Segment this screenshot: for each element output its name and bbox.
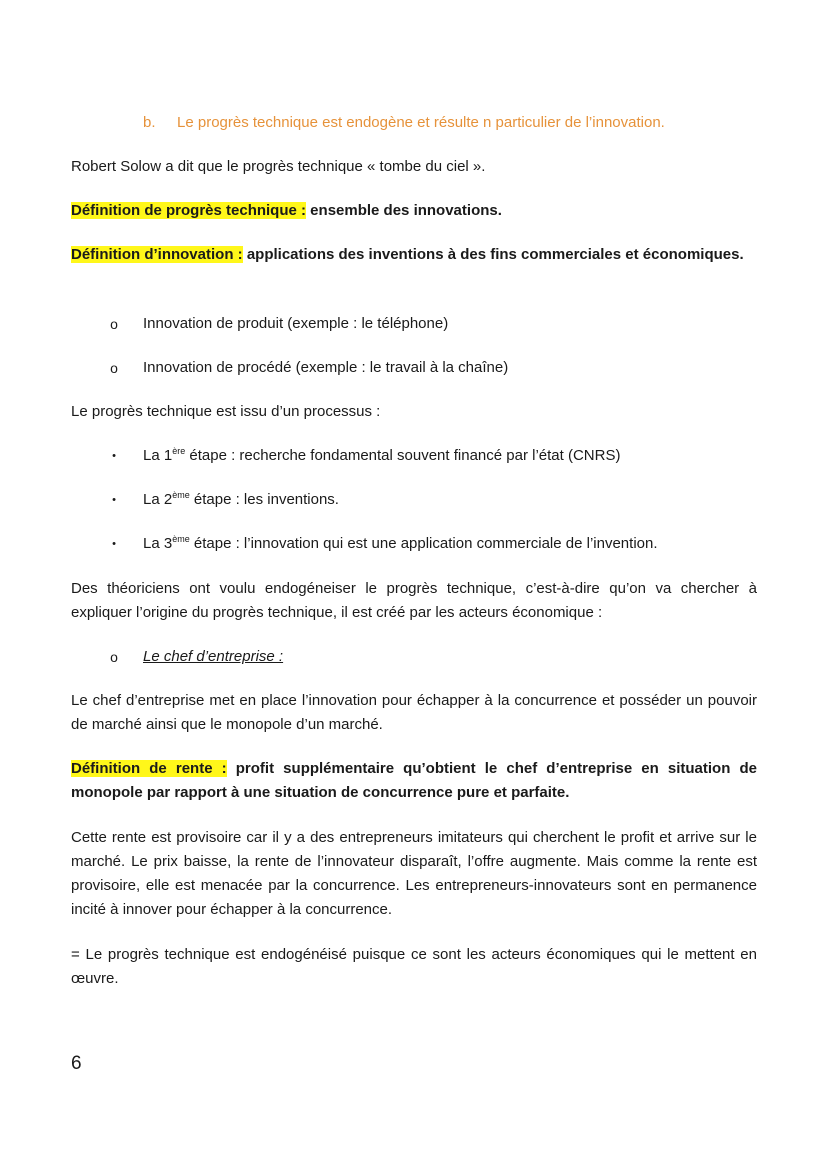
definition-progres (71, 199, 757, 223)
bullet-icon: • (112, 494, 116, 506)
theorists-paragraph: Des théoriciens ont voulu endogéneiser le progrès technique, c’est-à-dire qu’on va chercher à expliquer l’origine du progrès technique, il est créé par les acteurs économique : (71, 580, 757, 621)
circle-bullet-icon: o (110, 360, 118, 376)
section-heading (143, 111, 665, 135)
bullet-icon: • (112, 538, 116, 550)
circle-bullet-icon: o (110, 649, 118, 665)
circle-bullet-icon: o (110, 316, 118, 332)
definition-text: applications des inventions à des fins commerciales et économiques. (242, 246, 744, 263)
section-letter: b. (143, 114, 156, 131)
intro-paragraph: Robert Solow a dit que le progrès technique « tombe du ciel ». (71, 158, 486, 175)
conclusion-paragraph: = Le progrès technique est endogénéisé puisque ce sont les acteurs économiques qui le mettent en œuvre. (71, 946, 757, 987)
definition-term: Définition d’innovation : (71, 246, 243, 263)
section-title: Le progrès technique est endogène et résulte n particulier de l’innovation. (177, 114, 665, 131)
rente-paragraph: Cette rente est provisoire car il y a des entrepreneurs imitateurs qui cherchent le profit et arrive sur le marché. Le prix baisse, la rente de l’innovateur disparaît, l’offre augmente. Mais comme la rente est provisoire, elle est menacée par la concurrence. Les entrepreneurs-innovateurs sont en permanence incité à innover pour échapper à la concurrence. (71, 829, 757, 918)
bullet-icon: • (112, 450, 116, 462)
process-intro: Le progrès technique est issu d’un processus : (71, 403, 381, 420)
chef-paragraph: Le chef d’entreprise met en place l’innovation pour échapper à la concurrence et posséder un pouvoir de marché ainsi que le monopole d’un marché. (71, 692, 757, 733)
definition-innovation (71, 243, 757, 267)
definition-rente (71, 757, 757, 805)
page-number: 6 (71, 1053, 82, 1074)
definition-text: ensemble des innovations. (306, 202, 502, 219)
chef-heading: Le chef d’entreprise : (143, 648, 284, 665)
definition-term: Définition de progrès technique : (71, 202, 307, 219)
document-page: b. Le progrès technique est endogène et résulte n particulier de l’innovation. Robert Solow a dit que le progrès technique « tombe du ciel ». Définition de progrès technique : ensemble des innovations. Définition d’innovation : applications des inventions à des fins commerciales et économiques. o Innovation de produit (exemple : le téléphone) o Innovation de procédé (exemple : le travail à la chaîne) Le progrès technique est issu d’un processus : • La 1ère étape : recherche fondamental souvent financé par l’état (CNRS) • La 2ème étape : les inventions. • La 3ème étape : l’innovation qui est une application commerciale de l’invention. Des théoriciens ont voulu endogéneiser le progrès technique, c’est-à-dire qu’on va chercher à expliquer l’origine du progrès technique, il est créé par les acteurs économique : o Le chef d’entreprise : Le chef d’entreprise met en place l’innovation pour échapper à la concurrence et posséder un pouvoir de marché ainsi que le monopole d’un marché. Définition de rente : profit supplémentaire qu’obtient le chef d’entreprise en situation de monopole par rapport à une situation de concurrence pure et parfaite. Cette rente est provisoire car il y a des entrepreneurs imitateurs qui cherchent le profit et arrive sur le marché. Le prix baisse, la rente de l’innovateur disparaît, l’offre augmente. Mais comme la rente est provisoire, elle est menacée par la concurrence. Les entrepreneurs-innovateurs sont en permanence incité à innover pour échapper à la concurrence. = Le progrès technique est endogénéisé puisque ce sont les acteurs économiques qui le mettent en œuvre. 6 (0, 0, 828, 1172)
definition-term: Définition de rente : (71, 760, 227, 777)
definition-text: profit supplémentaire qu’obtient le chef d’entreprise en situation de monopole par rapport à une situation de concurrence pure et parfaite. (71, 760, 757, 801)
